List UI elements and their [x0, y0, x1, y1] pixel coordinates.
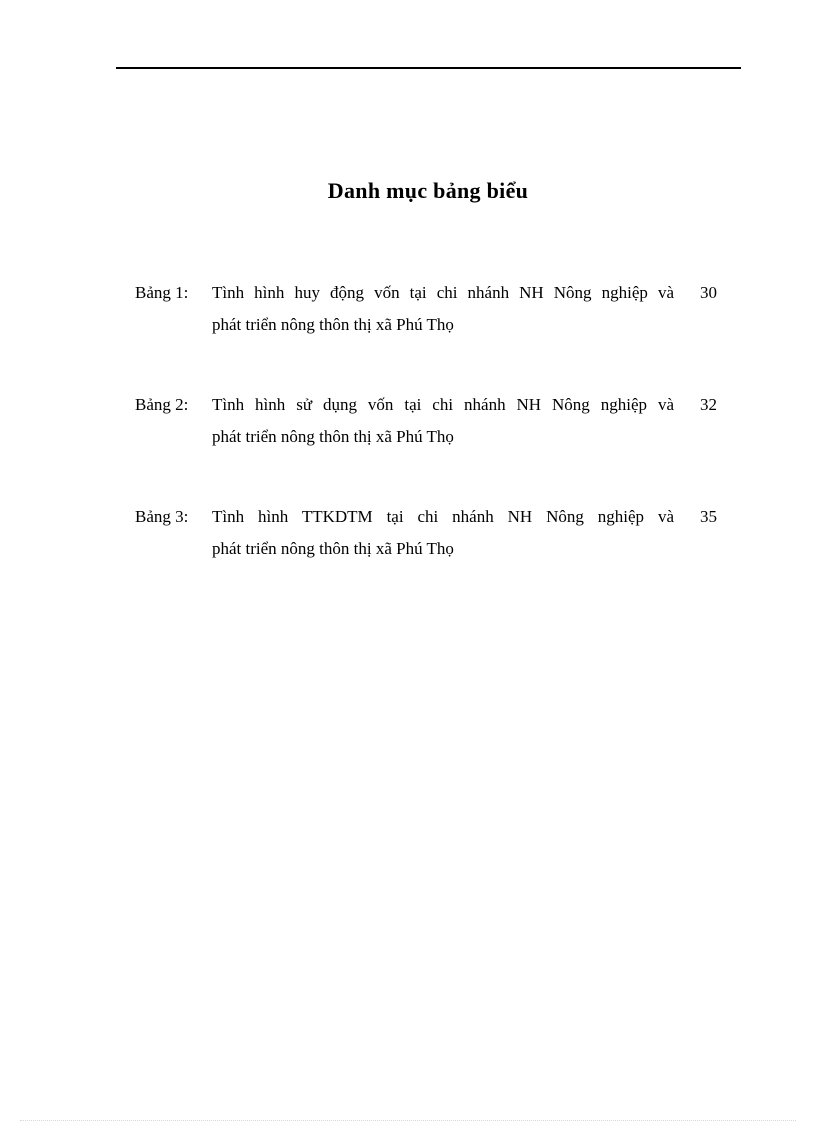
entry-page-number: 32 — [700, 395, 717, 414]
entry-line-2: phát triển nông thôn thị xã Phú Thọ — [212, 539, 454, 558]
entry-label: Bảng 2: — [135, 395, 189, 414]
entry-line-1: Tình hình TTKDTM tại chi nhánh NH Nông nghiệp và — [212, 507, 674, 526]
entry-line-2: phát triển nông thôn thị xã Phú Thọ — [212, 427, 454, 446]
entry-description — [212, 501, 674, 565]
entry-line-2: phát triển nông thôn thị xã Phú Thọ — [212, 315, 454, 334]
header-rule — [116, 67, 741, 69]
entry-label: Bảng 3: — [135, 507, 189, 526]
entry-description — [212, 389, 674, 453]
page-title: Danh mục bảng biểu — [327, 178, 529, 203]
entry-description — [212, 277, 674, 341]
footer-divider — [20, 1120, 796, 1121]
entry-line-1: Tình hình sử dụng vốn tại chi nhánh NH Nông nghiệp và — [212, 395, 674, 414]
entry-page-number: 35 — [700, 507, 717, 526]
entry-label: Bảng 1: — [135, 283, 189, 302]
entry-line-1: Tình hình huy động vốn tại chi nhánh NH Nông nghiệp và — [212, 283, 674, 302]
entry-page-number: 30 — [700, 283, 717, 302]
